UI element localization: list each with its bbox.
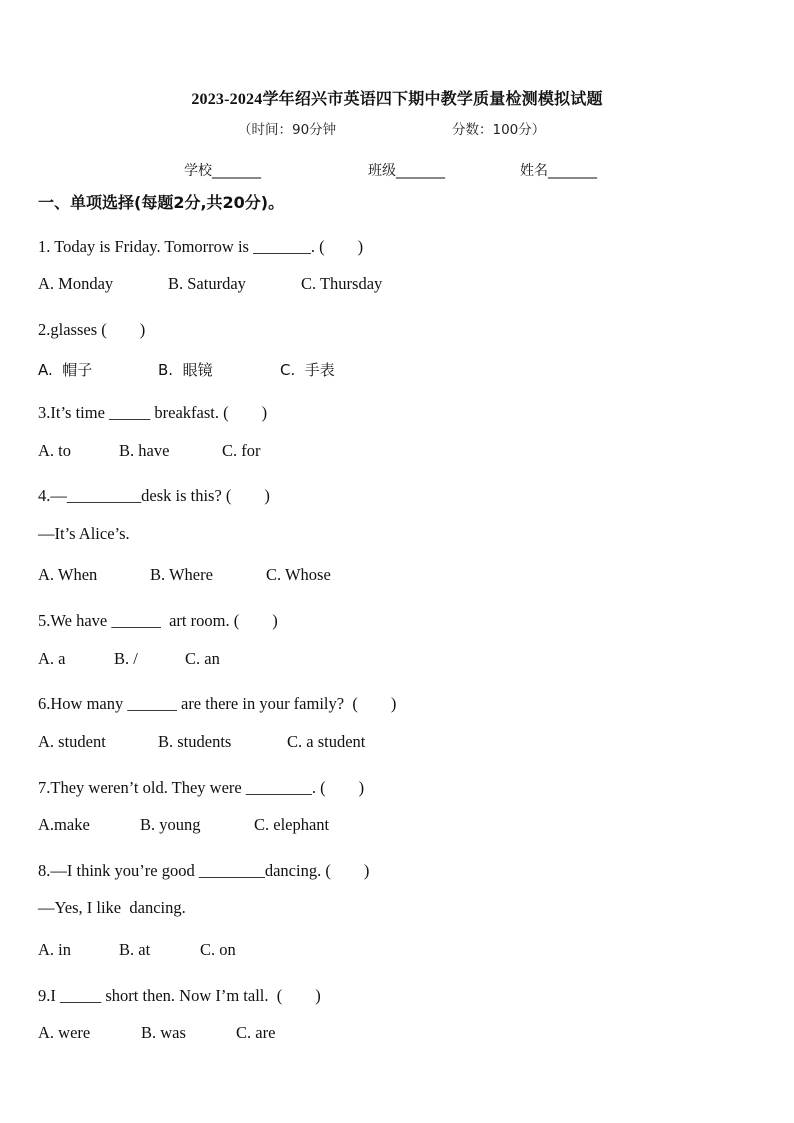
option-a: A. a [38,649,66,668]
option-b: B. Saturday [168,274,246,293]
exam-score: 分数：100分） [452,122,546,138]
school-field: 学校_______ [184,163,261,179]
option-a: A. were [38,1023,91,1042]
option-c: C. for [222,441,261,460]
option-b: B. was [141,1023,186,1042]
option-c: C. a student [287,732,366,751]
question-stem: 2.glasses ( ) [38,320,146,339]
question-stem: 7.They weren’t old. They were ________. ( ) [38,778,365,797]
exam-title: 2023-2024学年绍兴市英语四下期中教学质量检测模拟试题 [191,91,603,108]
option-c: C. 手表 [280,361,335,379]
option-c: C. an [185,649,220,668]
option-c: C. are [236,1023,276,1042]
option-b: B. Where [150,565,213,584]
option-b: B. young [140,815,201,834]
option-c: C. Thursday [301,274,383,293]
option-a: A.make [38,815,90,834]
option-b: B. / [114,649,138,668]
class-field: 班级_______ [368,163,445,179]
exam-time: （时间：90分钟 [238,122,337,138]
dialogue-reply: —Yes, I like dancing. [38,898,186,917]
option-b: B. have [119,441,170,460]
option-c: C. Whose [266,565,331,584]
question-stem: 4.—_________desk is this? ( ) [38,486,270,505]
question-stem: 9.I _____ short then. Now I’m tall. ( ) [38,986,321,1005]
option-a: A. to [38,441,71,460]
option-c: C. elephant [254,815,330,834]
name-field: 姓名_______ [520,163,597,179]
option-a: A. student [38,732,106,751]
question-stem: 1. Today is Friday. Tomorrow is _______. ( ) [38,237,364,256]
option-a: A. Monday [38,274,114,293]
section-heading: 一、单项选择(每题2分,共20分)。 [38,193,285,212]
question-stem: 5.We have ______ art room. ( ) [38,611,278,630]
option-a: A. When [38,565,98,584]
question-stem: 6.How many ______ are there in your family? ( ) [38,694,397,713]
option-c: C. on [200,940,236,959]
option-b: B. 眼镜 [158,361,213,379]
question-stem: 8.—I think you’re good ________dancing. ( ) [38,861,370,880]
option-a: A. 帽子 [38,361,93,379]
dialogue-reply: —It’s Alice’s. [38,524,130,543]
option-a: A. in [38,940,71,959]
option-b: B. students [158,732,232,751]
question-stem: 3.It’s time _____ breakfast. ( ) [38,403,268,422]
option-b: B. at [119,940,151,959]
